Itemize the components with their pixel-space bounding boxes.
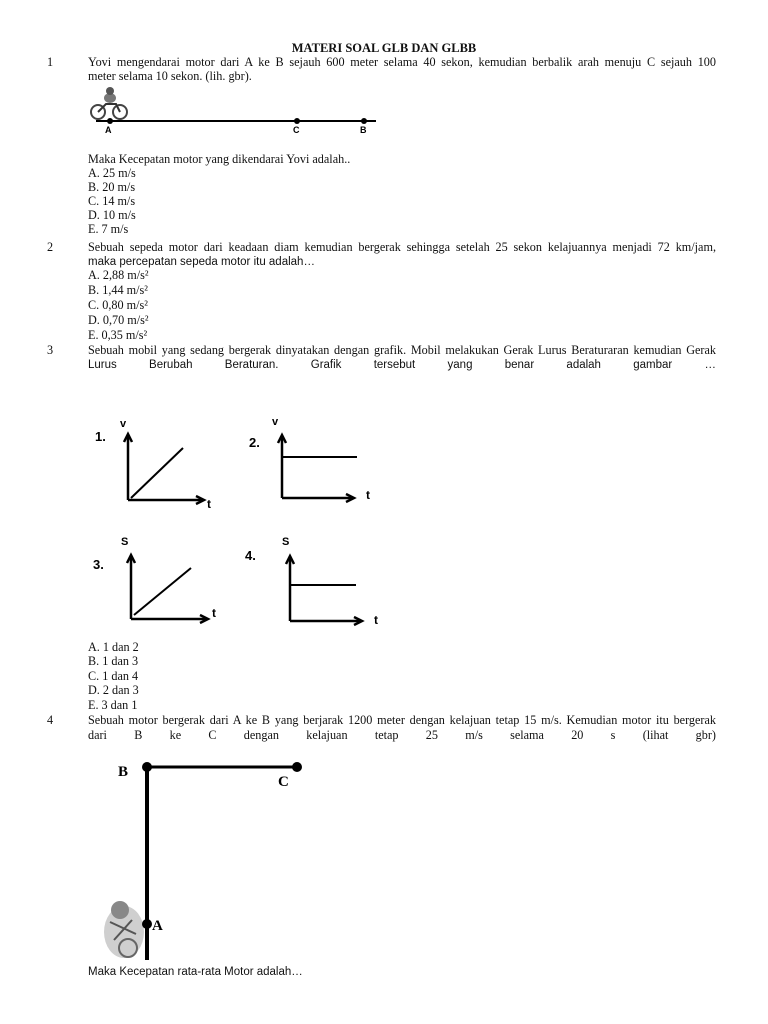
graph-3-x-label: t <box>212 606 216 620</box>
q1-label-a: A <box>105 125 112 135</box>
graph-2-y-label: v <box>272 416 279 428</box>
q4-figure <box>92 752 322 962</box>
q2-option-d: D. 0,70 m/s² <box>88 313 149 327</box>
q3-option-d: D. 2 dan 3 <box>88 683 139 697</box>
q3-option-e: E. 3 dan 1 <box>88 698 138 712</box>
q4-number: 4 <box>47 713 54 727</box>
q1-option-d: D. 10 m/s <box>88 208 136 222</box>
graph-2-number: 2. <box>249 435 260 450</box>
q1-point-a <box>107 118 113 124</box>
q2-option-b: B. 1,44 m/s² <box>88 283 148 297</box>
document-title: MATERI SOAL GLB DAN GLBB <box>291 41 477 55</box>
graph-2-x-label: t <box>366 488 370 502</box>
q1-point-b <box>361 118 367 124</box>
q4-point-b <box>142 762 152 772</box>
q2-text-line2: maka percepatan sepeda motor itu adalah… <box>88 256 315 268</box>
q3-graph-1 <box>90 412 230 512</box>
q3-graph-2 <box>244 410 394 510</box>
q1-option-b: B. 20 m/s <box>88 180 136 194</box>
q1-point-c <box>294 118 300 124</box>
q1-text-line2: meter selama 10 sekon. (lih. gbr). <box>88 69 252 83</box>
q2-number: 2 <box>47 240 54 254</box>
q4-text-line2: dari B ke C dengan kelajuan tetap 25 m/s selama 20 s (lihat gbr) <box>88 728 716 742</box>
q3-option-c: C. 1 dan 4 <box>88 669 139 683</box>
graph-1-number: 1. <box>95 429 106 444</box>
q3-graph-4 <box>244 530 394 630</box>
q3-number: 3 <box>47 343 54 357</box>
q4-question: Maka Kecepatan rata-rata Motor adalah… <box>88 966 303 978</box>
motorcycle-rider-icon <box>104 901 144 958</box>
q1-text-line1: Yovi mengendarai motor dari A ke B sejauh 600 meter selama 40 sekon, kemudian berbalik arah menuju C sejauh 100 <box>88 55 716 69</box>
graph-3-plot-line <box>134 568 191 615</box>
q1-option-c: C. 14 m/s <box>88 194 136 208</box>
graph-1-x-label: t <box>207 497 211 511</box>
q1-figure <box>86 86 386 136</box>
q4-point-a <box>142 919 152 929</box>
q4-label-a: A <box>152 918 163 934</box>
q1-label-c: C <box>293 125 300 135</box>
q3-text-line2: Lurus Berubah Beraturan. Grafik tersebut yang benar adalah gambar … <box>88 359 716 371</box>
graph-1-plot-line <box>131 448 183 498</box>
q2-text-line1: Sebuah sepeda motor dari keadaan diam kemudian bergerak sehingga setelah 25 sekon kelajuannya menjadi 72 km/jam, <box>88 240 716 254</box>
q2-option-a: A. 2,88 m/s² <box>88 268 149 282</box>
graph-4-x-label: t <box>374 613 378 627</box>
q4-label-c: C <box>278 774 289 790</box>
graph-3-number: 3. <box>93 557 104 572</box>
q4-label-b: B <box>118 764 129 780</box>
graph-1-y-label: v <box>120 418 127 430</box>
q3-option-a: A. 1 dan 2 <box>88 640 139 654</box>
q4-point-c <box>292 762 302 772</box>
graph-4-number: 4. <box>245 548 256 563</box>
q1-number: 1 <box>47 55 54 69</box>
q1-option-a: A. 25 m/s <box>88 166 136 180</box>
q1-label-b: B <box>360 125 367 135</box>
q1-option-e: E. 7 m/s <box>88 222 129 236</box>
q3-graph-3 <box>90 530 230 630</box>
q1-question: Maka Kecepatan motor yang dikendarai Yovi adalah.. <box>88 152 351 166</box>
q4-text-line1: Sebuah motor bergerak dari A ke B yang berjarak 1200 meter dengan kelajuan tetap 15 m/s. Kemudian motor itu bergerak <box>88 713 716 727</box>
q3-option-b: B. 1 dan 3 <box>88 654 139 668</box>
q2-option-c: C. 0,80 m/s² <box>88 298 148 312</box>
graph-3-y-label: S <box>121 536 129 548</box>
q3-text-line1: Sebuah mobil yang sedang bergerak dinyatakan dengan grafik. Mobil melakukan Gerak Lurus Beraturaran kemudian Gerak <box>88 343 716 357</box>
q2-option-e: E. 0,35 m/s² <box>88 328 148 342</box>
graph-4-y-label: S <box>282 536 290 548</box>
motorcycle-rider-icon <box>91 87 127 119</box>
